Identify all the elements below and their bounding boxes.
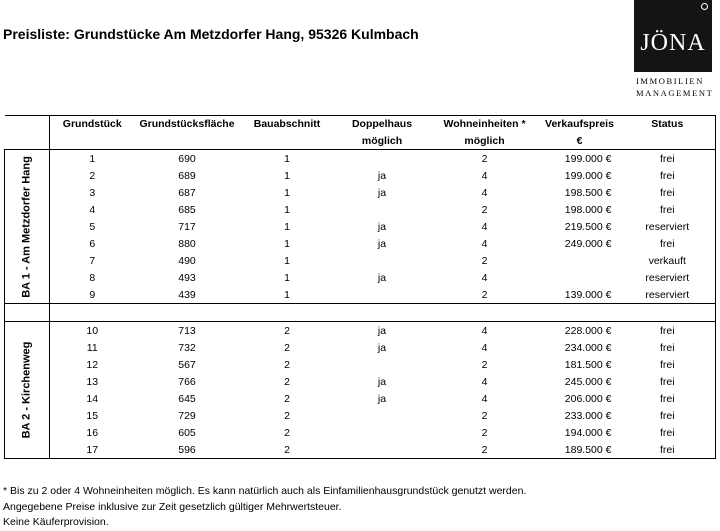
cell-status: reserviert [620, 286, 716, 304]
cell-plot: 7 [89, 254, 96, 267]
section-label-cell [5, 322, 50, 459]
logo-name: JÖNA [640, 30, 706, 56]
cell-units: 2 [481, 358, 488, 371]
price-table [4, 115, 716, 459]
cell-section: 1 [284, 271, 290, 284]
cell-area: 732 [178, 341, 196, 354]
cell-price [540, 269, 620, 286]
cell-area: 880 [178, 237, 196, 250]
cell-section: 2 [284, 324, 290, 337]
header-price-currency: € [540, 133, 620, 150]
cell-plot: 17 [50, 441, 135, 459]
cell-status: frei [620, 201, 716, 218]
cell-units: 2 [481, 409, 488, 422]
cell-price: 198.000 € [564, 203, 612, 216]
cell-duplex [335, 356, 430, 373]
cell-section: 1 [284, 254, 290, 267]
section-gap [5, 304, 716, 322]
cell-status: frei [620, 167, 716, 184]
cell-section: 2 [284, 409, 290, 422]
company-logo [634, 0, 714, 106]
section-ba2 [5, 322, 716, 459]
cell-price: 194.000 € [564, 426, 612, 439]
table-row [5, 322, 716, 340]
cell-price: 234.000 € [564, 341, 612, 354]
cell-duplex [335, 407, 430, 424]
cell-price: 198.500 € [564, 186, 612, 199]
cell-plot: 14 [86, 392, 99, 405]
cell-duplex: ja [377, 341, 387, 354]
cell-status: frei [620, 441, 716, 459]
cell-price: 245.000 € [564, 375, 612, 388]
cell-units: 2 [481, 203, 488, 216]
cell-area: 713 [178, 324, 196, 337]
footnote-commission: Keine Käuferprovision. [3, 516, 109, 528]
cell-duplex [335, 252, 430, 269]
cell-area: 596 [135, 441, 240, 459]
table-row [5, 424, 716, 441]
cell-area: 717 [178, 220, 196, 233]
cell-price [540, 252, 620, 269]
cell-area: 685 [178, 203, 196, 216]
table-row [5, 201, 716, 218]
header-units-sub: möglich [430, 133, 540, 150]
header-duplex: Doppelhaus [335, 116, 430, 134]
cell-status: frei [620, 235, 716, 252]
cell-duplex [335, 441, 430, 459]
table-row [5, 441, 716, 459]
table-row [5, 339, 716, 356]
cell-section: 1 [284, 220, 290, 233]
cell-duplex: ja [377, 324, 387, 337]
table-row [5, 252, 716, 269]
cell-units: 2 [481, 426, 488, 439]
cell-price: 199.000 € [564, 169, 612, 182]
cell-plot: 16 [86, 426, 99, 439]
cell-section: 1 [284, 169, 290, 182]
cell-units: 2 [481, 254, 488, 267]
footnote-vat: Angegebene Preise inklusive zur Zeit gesetzlich gültiger Mehrwertsteuer. [3, 500, 342, 513]
header-area: Grundstücksfläche [135, 116, 240, 134]
cell-area: 605 [178, 426, 196, 439]
cell-price: 199.000 € [564, 152, 612, 165]
cell-status: frei [620, 424, 716, 441]
cell-price: 219.500 € [564, 220, 612, 233]
cell-duplex [335, 150, 430, 168]
table-row [5, 407, 716, 424]
cell-units: 4 [481, 169, 488, 182]
cell-units: 2 [430, 286, 540, 304]
header-section: Bauabschnitt [240, 116, 335, 134]
table-row [5, 150, 716, 168]
section-label: BA 1 - Am Metzdorfer Hang [20, 155, 33, 298]
cell-area: 690 [178, 152, 196, 165]
cell-duplex: ja [377, 169, 387, 182]
cell-area: 490 [178, 254, 196, 267]
logo-mark-box [634, 0, 712, 72]
cell-duplex: ja [377, 375, 387, 388]
cell-section: 1 [284, 186, 290, 199]
cell-duplex: ja [377, 271, 387, 284]
cell-area: 687 [178, 186, 196, 199]
cell-duplex: ja [377, 392, 387, 405]
cell-plot: 15 [86, 409, 99, 422]
table-row [5, 269, 716, 286]
header-status: Status [620, 116, 716, 134]
cell-plot: 3 [89, 186, 96, 199]
cell-section: 1 [284, 152, 290, 165]
header-units: Wohneinheiten * [430, 116, 540, 134]
cell-units: 2 [481, 152, 488, 165]
cell-section: 2 [284, 392, 290, 405]
cell-area: 645 [178, 392, 196, 405]
cell-duplex [335, 286, 430, 304]
table-row [5, 218, 716, 235]
table-row [5, 184, 716, 201]
table-row [5, 286, 716, 304]
footnote-units: * Bis zu 2 oder 4 Wohneinheiten möglich. Es kann natürlich auch als Einfamilienhausgrundstück genutzt werden. [3, 485, 527, 497]
cell-status: reserviert [620, 269, 716, 286]
section-label: BA 2 - Kirchenweg [20, 341, 33, 439]
cell-price: 181.500 € [564, 358, 612, 371]
cell-plot: 13 [86, 375, 99, 388]
cell-section: 2 [284, 426, 290, 439]
cell-price: 189.500 € [540, 441, 620, 459]
cell-duplex [335, 424, 430, 441]
cell-units: 2 [430, 441, 540, 459]
cell-units: 4 [481, 375, 488, 388]
cell-status: frei [620, 373, 716, 390]
cell-plot: 1 [89, 152, 96, 165]
cell-area: 493 [178, 271, 196, 284]
cell-plot: 12 [86, 358, 99, 371]
registered-mark-icon [701, 3, 708, 10]
cell-plot: 2 [89, 169, 96, 182]
logo-tagline-2: MANAGEMENT [636, 88, 714, 98]
table-row [5, 167, 716, 184]
cell-price: 139.000 € [540, 286, 620, 304]
cell-status: frei [620, 390, 716, 407]
cell-status: frei [620, 322, 716, 340]
cell-price: 249.000 € [564, 237, 612, 250]
cell-status: frei [620, 339, 716, 356]
cell-plot: 4 [89, 203, 96, 216]
logo-tagline-1: IMMOBILIEN [636, 76, 704, 86]
cell-section: 2 [284, 358, 290, 371]
section-label-cell [5, 150, 50, 304]
cell-area: 567 [178, 358, 196, 371]
cell-plot: 9 [50, 286, 135, 304]
table-row [5, 235, 716, 252]
cell-area: 729 [178, 409, 196, 422]
footnotes [3, 484, 526, 531]
table-row [5, 356, 716, 373]
cell-status: frei [620, 407, 716, 424]
cell-duplex: ja [377, 220, 387, 233]
cell-duplex: ja [377, 237, 387, 250]
table-row [5, 373, 716, 390]
cell-area: 766 [178, 375, 196, 388]
header-price: Verkaufspreis [540, 116, 620, 134]
cell-section: 2 [284, 341, 290, 354]
cell-plot: 10 [86, 324, 99, 337]
cell-plot: 5 [89, 220, 96, 233]
cell-status: frei [620, 150, 716, 168]
cell-price: 233.000 € [564, 409, 612, 422]
cell-units: 4 [481, 324, 488, 337]
cell-area: 689 [178, 169, 196, 182]
cell-section: 1 [284, 237, 290, 250]
cell-units: 4 [481, 271, 488, 284]
cell-area: 439 [135, 286, 240, 304]
cell-status: frei [620, 356, 716, 373]
cell-status: reserviert [620, 218, 716, 235]
page-title: Preisliste: Grundstücke Am Metzdorfer Hang, 95326 Kulmbach [3, 26, 419, 42]
cell-section: 1 [240, 286, 335, 304]
cell-status: frei [620, 184, 716, 201]
cell-units: 4 [481, 220, 488, 233]
header-duplex-sub: möglich [335, 133, 430, 150]
cell-duplex: ja [377, 186, 387, 199]
section-ba1 [5, 150, 716, 304]
cell-section: 1 [284, 203, 290, 216]
table-row [5, 390, 716, 407]
cell-plot: 11 [86, 341, 98, 354]
cell-price: 228.000 € [564, 324, 612, 337]
cell-units: 4 [481, 341, 488, 354]
cell-units: 4 [481, 186, 488, 199]
cell-section: 2 [284, 375, 290, 388]
cell-plot: 6 [89, 237, 96, 250]
cell-plot: 8 [89, 271, 96, 284]
header-plot: Grundstück [50, 116, 135, 134]
cell-units: 4 [481, 237, 488, 250]
cell-status: verkauft [620, 252, 716, 269]
cell-price: 206.000 € [564, 392, 612, 405]
cell-units: 4 [481, 392, 488, 405]
cell-section: 2 [240, 441, 335, 459]
cell-duplex [335, 201, 430, 218]
